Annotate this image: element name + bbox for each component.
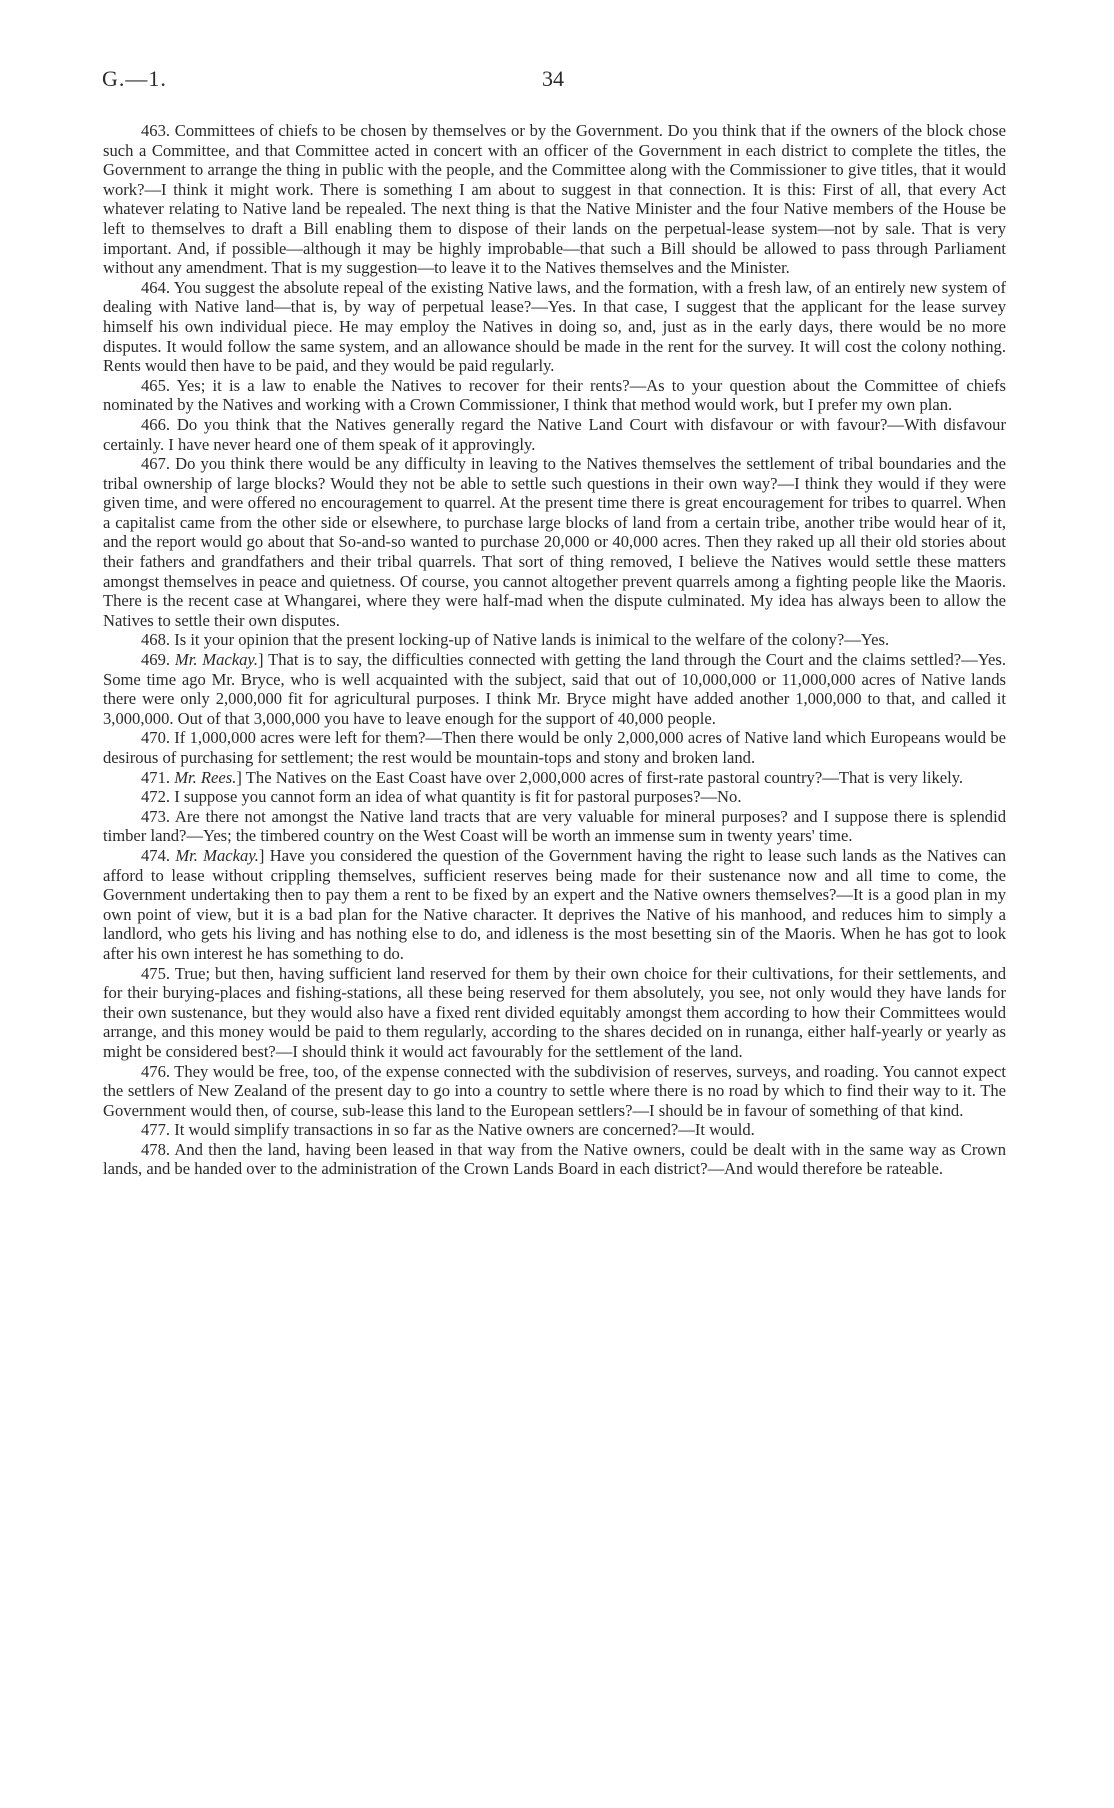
- paragraph-467: 467. Do you think there would be any difficulty in leaving to the Natives themselves the settlement of tribal boundaries and the tribal ownership of large blocks? Would they not be able to settle such questions in their own way?—I think they would if they were given time, and were offered no encouragement to quarrel. At the present time there is great encouragement for tribes to quarrel. When a capitalist came from the other side or elsewhere, to purchase large blocks of land from a certain tribe, another tribe would hear of it, and the report would go about that So-and-so wanted to purchase 20,000 or 40,000 acres. Then they raked up all their old stories about their fathers and grandfathers and their tribal quarrels. That sort of thing removed, I believe the Natives would settle these matters amongst themselves in peace and quietness. Of course, you cannot altogether prevent quarrels among a fighting people like the Maoris. There is the recent case at Whangarei, where they were half-mad when the dispute culminated. My idea has always been to allow the Natives to settle their own disputes.: [103, 454, 1006, 630]
- page-number: 34: [542, 66, 564, 91]
- paragraph-476: 476. They would be free, too, of the expense connected with the subdivision of reserves, surveys, and roading. You cannot expect the settlers of New Zealand of the present day to go into a country to settle where there is no road by which to find their way to it. The Government would then, of course, sub-lease this land to the European settlers?—I should be in favour of something of that kind.: [103, 1061, 1006, 1120]
- paragraph-466: 466. Do you think that the Natives generally regard the Native Land Court with disfavour or with favour?—With disfavour certainly. I have never heard one of them speak of it approvingly.: [103, 414, 1006, 454]
- speaker-name: Mr. Mackay.: [174, 650, 259, 670]
- paragraph-472: 472. I suppose you cannot form an idea of what quantity is fit for pastoral purposes?—No.: [141, 787, 742, 807]
- paragraph-477: 477. It would simplify transactions in so far as the Native owners are concerned?—It would.: [141, 1120, 755, 1140]
- paragraph-text: ] The Natives on the East Coast have over 2,000,000 acres of first-rate pastoral country?—That is very likely.: [236, 767, 964, 787]
- paragraph-text: ] Have you considered the question of the Government having the right to lease such lands as the Natives can afford to lease without crippling themselves, sufficient reserves being made for their sustenance now and all time to come, the Government undertaking then to pay them a rent to be fixed by an expert and the Native owners themselves?—It is a good plan in my own point of view, but it is a bad plan for the Native character. It deprives the Native of his manhood, and reduces him to simply a landlord, who gets his living and has nothing else to do, and idleness is the most besetting sin of the Maoris. When he has got to look after his own interest he has something to do.: [103, 845, 1006, 963]
- paragraph-text: ] That is to say, the difficulties connected with getting the land through the Court and the claims settled?—Yes. Some time ago Mr. Bryce, who is well acquainted with the subject, said that out of 10,000,000 or 11,000,000 acres of Native lands there were only 2,000,000 fit for agricultural purposes. I think Mr. Bryce might have added another 1,000,000 to that, and called it 3,000,000. Out of that 3,000,000 you have to leave enough for the support of 40,000 people.: [103, 650, 1007, 728]
- question-number: 474.: [141, 845, 176, 865]
- paragraph-471: [103, 768, 1006, 788]
- document-reference: G.—1.: [102, 66, 167, 91]
- paragraph-474: [103, 846, 1006, 964]
- paragraph-463: 463. Committees of chiefs to be chosen by themselves or by the Government. Do you think that if the owners of the block chose such a Committee, and that Committee acted in concert with an officer of the Government in each district to complete the titles, the Government to arrange the thing in public with the people, and the Committee along with the Commissioner to give titles, that it would work?—I think it might work. There is something I am about to suggest in that connection. It is this: First of all, that every Act whatever relating to Native land be repealed. The next thing is that the Native Minister and the four Native members of the House be left to themselves to draft a Bill enabling them to dispose of their lands on the perpetual-lease system—not by sale. That is very important. And, if possible—although it may be highly improbable—that such a Bill should be allowed to pass through Parliament without any amendment. That is my suggestion—to leave it to the Natives themselves and the Minister.: [103, 121, 1006, 278]
- paragraph-469: [103, 650, 1006, 728]
- paragraph-465: 465. Yes; it is a law to enable the Natives to recover for their rents?—As to your question about the Committee of chiefs nominated by the Natives and working with a Crown Commissioner, I think that method would work, but I prefer my own plan.: [103, 375, 1006, 415]
- paragraph-475: 475. True; but then, having sufficient land reserved for them by their own choice for their cultivations, for their settlements, and for their burying-places and fishing-stations, all these being reserved for them absolutely, you see, not only would they have lands for their own sustenance, but they would also have a fixed rent divided equitably amongst them according to how their Committees would arrange, and this money would be paid to them regularly, according to the shares decided on in runanga, either half-yearly or yearly as might be considered best?—I should think it would act favourably for the settlement of the land.: [103, 963, 1006, 1061]
- paragraph-478: 478. And then the land, having been leased in that way from the Native owners, could be dealt with in the same way as Crown lands, and be handed over to the administration of the Crown Lands Board in each district?—And would therefore be rateable.: [103, 1139, 1006, 1179]
- speaker-name: Mr. Mackay.: [175, 845, 259, 865]
- paragraph-473: 473. Are there not amongst the Native land tracts that are very valuable for mineral purposes? and I suppose there is splendid timber land?—Yes; the timbered country on the West Coast will be worth an immense sum in twenty years' time.: [103, 806, 1006, 846]
- question-number: 471.: [141, 767, 175, 787]
- paragraph-468: 468. Is it your opinion that the present locking-up of Native lands is inimical to the welfare of the colony?—Yes.: [141, 630, 890, 650]
- page-header: [102, 66, 1014, 98]
- question-number: 469.: [141, 650, 175, 670]
- document-body: [103, 121, 1006, 1179]
- speaker-name: Mr. Rees.: [174, 767, 237, 787]
- paragraph-470: 470. If 1,000,000 acres were left for them?—Then there would be only 2,000,000 acres of Native land which Europeans would be desirous of purchasing for settlement; the rest would be mountain-tops and stony and broken land.: [103, 728, 1006, 767]
- paragraph-464: 464. You suggest the absolute repeal of the existing Native laws, and the formation, with a fresh law, of an entirely new system of dealing with Native land—that is, by way of perpetual lease?—Yes. In that case, I suggest that the applicant for the lease survey himself his own individual piece. He may employ the Natives in doing so, and, just as in the early days, there would be no more disputes. It would follow the same system, and an allowance should be made in the rent for the survey. It will cost the colony nothing. Rents would then have to be paid, and they would be paid regularly.: [103, 277, 1006, 376]
